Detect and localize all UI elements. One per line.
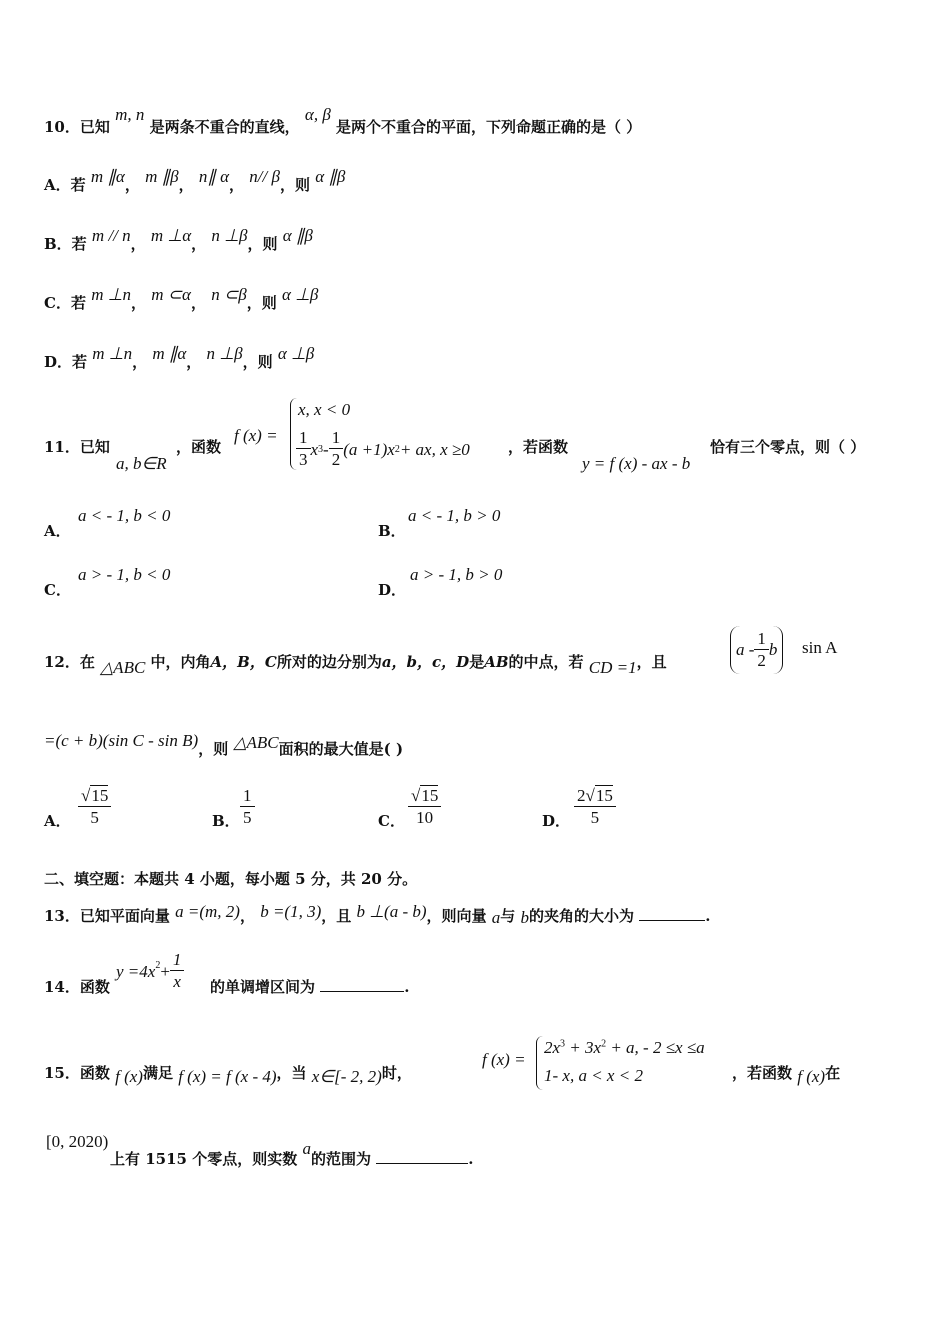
- q11-function-word: ，函数: [176, 438, 222, 456]
- q11-option-b: a < - 1, b > 0: [408, 506, 501, 525]
- q11-option-a-label: A．: [44, 522, 71, 540]
- q11-option-a: a < - 1, b < 0: [78, 506, 171, 525]
- q12-stem: 12．在 △ABC 中，内角A，B，C所对的边分别为a，b，c，D是AB的中点，若 CD =1，且: [44, 653, 667, 677]
- q13-answer-blank[interactable]: [639, 906, 705, 921]
- q15-brace: [536, 1036, 543, 1090]
- q15-stem: 15．函数 f (x)满足 f (x) = f (x - 4)，当 x∈[- 2, 2)时，: [44, 1064, 412, 1086]
- q12-option-c: $\frac{√15}{10}$: [408, 786, 441, 829]
- q10-stem: 10．已知 m, n 是两条不重合的直线， α, β 是两个不重合的平面，下列命题正确的是（ ）: [44, 105, 642, 136]
- q14-answer-blank[interactable]: [320, 977, 404, 992]
- q11-stem-start: 11．已知: [44, 438, 110, 456]
- section-2-title: 二、填空题：本题共 4 小题，每小题 5 分，共 20 分。: [44, 870, 418, 888]
- q11-if-function: ，若函数: [508, 438, 569, 456]
- q14-function: y =4x $^2$ + $\frac{1}{x}$: [116, 950, 184, 993]
- q11-option-c-label: C．: [44, 581, 71, 599]
- q15-stem-mid: ，若函数 f (x)在: [732, 1064, 841, 1086]
- q12-sinA: sin A: [802, 638, 838, 657]
- q11-case2: $\frac{1}{3}$ x 3 - $\frac{1}{2}$ (a +1)x 2 + ax, x ≥0: [296, 428, 470, 471]
- q12-option-a-label: A．: [44, 812, 71, 830]
- q15-stem-end: 上有 1515 个零点，则实数 a的范围为 .: [110, 1139, 474, 1168]
- q11-frac-half: $\frac{1}{2}$: [329, 428, 344, 471]
- q11-option-c: a > - 1, b < 0: [78, 565, 171, 584]
- q14-stem-start: 14．函数: [44, 978, 110, 996]
- q12-option-c-label: C．: [378, 812, 405, 830]
- q10-ab-math: α, β: [304, 105, 331, 124]
- q12-option-b: $\frac{1}{5}$: [240, 786, 255, 829]
- q11-y: y = f (x) - ax - b: [582, 454, 691, 473]
- q11-frac-third: $\frac{1}{3}$: [296, 428, 311, 471]
- q11-option-b-label: B．: [378, 522, 406, 540]
- q11-condition: a, b∈R: [116, 454, 167, 473]
- q10-mn-math: m, n: [115, 105, 145, 124]
- q11-case1: x, x < 0: [298, 400, 351, 419]
- q13-stem: 13．已知平面向量 a =(m, 2)， b =(1, 3)，且 b ⊥(a - b)，则向量 a与 b的夹角的大小为 .: [44, 902, 711, 927]
- q15-fx: f (x) =: [482, 1050, 526, 1069]
- q15-interval: [0, 2020): [46, 1132, 109, 1151]
- q14-stem-end: 的单调增区间为 .: [210, 978, 410, 996]
- q12-line2: =(c + b)(sin C - sin B)，则 △ABC面积的最大值是( ): [44, 731, 404, 758]
- q12-option-d: $\frac{2√15}{5}$: [574, 786, 616, 829]
- q11-stem-end: 恰有三个零点，则（ ）: [710, 438, 866, 456]
- q10-option-b: B．若 m // n， m ⊥α， n ⊥β，则 α ∥β: [44, 226, 313, 253]
- q11-fx: f (x) =: [234, 426, 278, 445]
- q12-option-d-label: D．: [542, 812, 571, 830]
- q11-option-d: a > - 1, b > 0: [410, 565, 503, 584]
- q10-option-d: D．若 m ⊥n， m ∥α， n ⊥β，则 α ⊥β: [44, 344, 315, 371]
- q15-answer-blank[interactable]: [376, 1149, 468, 1164]
- q11-option-d-label: D．: [378, 581, 407, 599]
- q10-option-a: A．若 m ∥α， m ∥β， n∥ α， n// β，则 α ∥β: [44, 167, 346, 194]
- q12-option-a: $\frac{√15}{5}$: [78, 786, 111, 829]
- q10-option-c: C．若 m ⊥n， m ⊂α， n ⊂β，则 α ⊥β: [44, 285, 319, 312]
- q15-case2: 1- x, a < x < 2: [544, 1066, 643, 1085]
- q12-option-b-label: B．: [212, 812, 240, 830]
- q12-paren-expr: a - $\frac{1}{2}$ b: [730, 626, 783, 674]
- q15-case1: $2x^3 + 3x^2 + a$, - 2 ≤x ≤a: [544, 1038, 705, 1057]
